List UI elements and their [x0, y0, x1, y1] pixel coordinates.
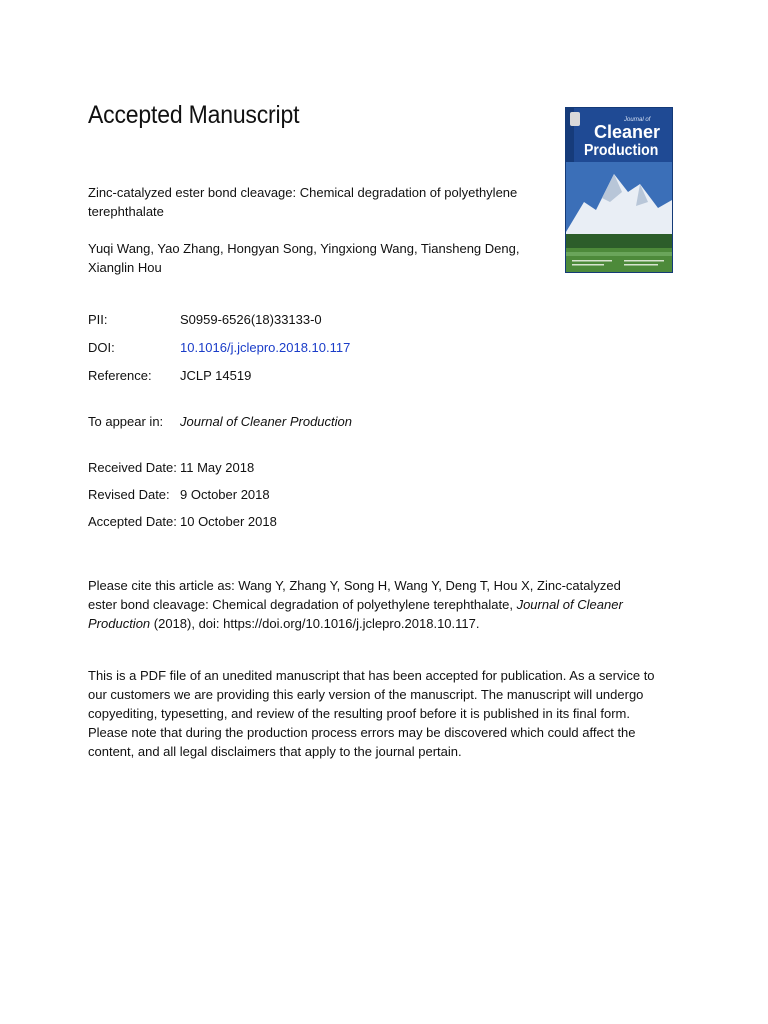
- doi-link[interactable]: 10.1016/j.jclepro.2018.10.117: [180, 340, 351, 355]
- doi-label: DOI:: [88, 340, 115, 355]
- cover-mountain-illustration: [566, 162, 672, 272]
- reference-label: Reference:: [88, 368, 152, 383]
- page-title: Accepted Manuscript: [88, 101, 300, 129]
- citation-suffix: (2018), doi: https://doi.org/10.1016/j.jclepro.2018.10.117.: [150, 616, 480, 631]
- received-date-value: 11 May 2018: [180, 460, 255, 475]
- received-date-label: Received Date:: [88, 460, 177, 475]
- appear-in-value: Journal of Cleaner Production: [180, 414, 352, 429]
- article-authors: Yuqi Wang, Yao Zhang, Hongyan Song, Yingxiong Wang, Tiansheng Deng, Xianglin Hou: [88, 241, 520, 275]
- pii-label: PII:: [88, 312, 108, 327]
- accepted-date-label: Accepted Date:: [88, 514, 177, 529]
- publisher-logo-icon: [570, 112, 580, 126]
- pii-value: S0959-6526(18)33133-0: [180, 312, 322, 327]
- cover-title-line2: Production: [584, 142, 659, 159]
- revised-date-value: 9 October 2018: [180, 487, 270, 502]
- disclaimer-paragraph: This is a PDF file of an unedited manuscript that has been accepted for publication. As a service to our customers we are providing this early version of the manuscript. The manuscript will undergo copyediting, typesetting, and review of the resulting proof before it is published in its final form. Please note that during the production process errors may be discovered which could affect the content, and all legal disclaimers that apply to the journal pertain.: [88, 668, 655, 759]
- article-title: Zinc-catalyzed ester bond cleavage: Chemical degradation of polyethylene terephthalate: [88, 185, 518, 219]
- accepted-date-value: 10 October 2018: [180, 514, 277, 529]
- citation-paragraph: [88, 576, 648, 633]
- citation-journal: Journal of Cleaner Production: [88, 597, 623, 631]
- reference-value: JCLP 14519: [180, 368, 252, 383]
- cover-journal-of: Journal of: [624, 117, 651, 123]
- appear-in-label: To appear in:: [88, 414, 164, 429]
- cover-title-line1: Cleaner: [594, 122, 661, 142]
- journal-cover-image: [565, 107, 673, 273]
- revised-date-label: Revised Date:: [88, 487, 170, 502]
- citation-prefix: Please cite this article as: Wang Y, Zhang Y, Song H, Wang Y, Deng T, Hou X, Zinc-catalyzed ester bond cleavage: Chemical degradation of polyethylene terephthalate,: [88, 578, 621, 612]
